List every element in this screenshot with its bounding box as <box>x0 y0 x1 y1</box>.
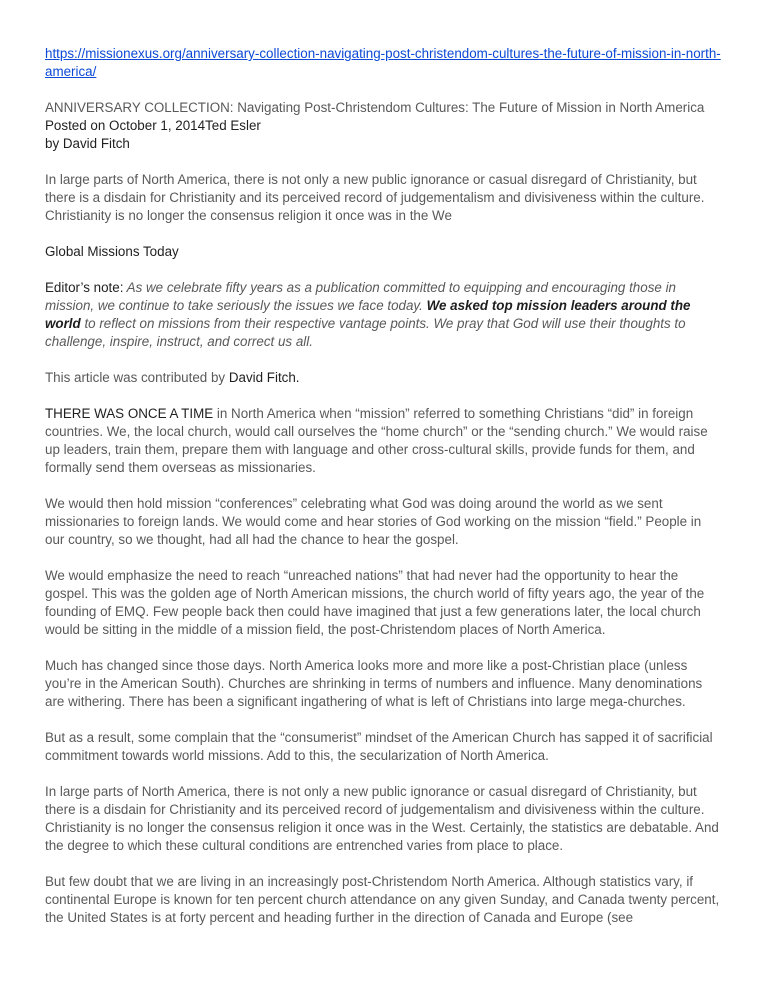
editor-note-paragraph <box>45 279 724 351</box>
body-paragraph-7: But few doubt that we are living in an increasingly post-Christendom North America. Although statistics vary, if continental Europe is known for ten percent church attendance on any given Sunday, and Canada twenty percent, the United States is at forty percent and heading further in the direction of Canada and Europe (see <box>45 874 720 925</box>
contributor-prefix: This article was contributed by <box>45 370 229 385</box>
body-paragraph-1 <box>45 405 724 477</box>
editor-note-text-2: to reflect on missions from their respective vantage points. We pray that God will use their thoughts to challenge, inspire, instruct, and correct us all. <box>45 316 686 349</box>
lead-in: THERE WAS ONCE A TIME <box>45 406 214 421</box>
body-paragraph-3: We would emphasize the need to reach “unreached nations” that had never had the opportunity to hear the gospel. This was the golden age of North American missions, the church world of fifty years ago, the year of the founding of EMQ. Few people back then could have imagined that just a few generations later, the local church would be sitting in the middle of a mission field, the post-Christendom places of North America. <box>45 568 705 637</box>
contributor-name: David Fitch. <box>228 370 300 385</box>
source-url-link[interactable]: https://missionexus.org/anniversary-collection-navigating-post-christendom-cultures-the-future-of-mission-in-north-america/ <box>45 46 721 79</box>
body-paragraph-1-text: in North America when “mission” referred to something Christians “did” in foreign countries. We, the local church, would call ourselves the “home church” or the “sending church.” We would raise up leaders, train them, prepare them with language and other cross-cultural skills, provide funds for them, and formally send them overseas as missionaries. <box>45 406 708 475</box>
editor-note-label: Editor’s note: <box>45 280 124 295</box>
excerpt-paragraph: In large parts of North America, there is not only a new public ignorance or casual disregard of Christianity, but there is a disdain for Christianity and its perceived record of judgementalism and divisiveness within the culture. Christianity is no longer the consensus religion it once was in the We <box>45 172 705 223</box>
editor-note-text-1: As we celebrate fifty years as a publication committed to equipping and encouraging those in mission, we continue to take seriously the issues we face today. <box>45 280 676 313</box>
body-paragraph-6: In large parts of North America, there is not only a new public ignorance or casual disregard of Christianity, but there is a disdain for Christianity and its perceived record of judgementalism and divisiveness within the culture. Christianity is no longer the consensus religion it once was in the West. Certainly, the statistics are debatable. And the degree to which these cultural conditions are entrenched varies from place to place. <box>45 784 719 853</box>
posted-line: Posted on October 1, 2014Ted Esler <box>45 118 261 133</box>
byline: by David Fitch <box>45 136 130 151</box>
body-paragraph-2: We would then hold mission “conferences” celebrating what God was doing around the world as we sent missionaries to foreign lands. We would come and hear stories of God working on the mission “field.” People in our country, so we thought, had all had the chance to hear the gospel. <box>45 496 702 547</box>
article-title: ANNIVERSARY COLLECTION: Navigating Post-Christendom Cultures: The Future of Mission in North America <box>45 100 705 115</box>
editor-note-bold: We asked top mission leaders around the world <box>45 298 691 331</box>
body-paragraph-4: Much has changed since those days. North America looks more and more like a post-Christian place (unless you’re in the American South). Churches are shrinking in terms of numbers and influence. Many denominations are withering. There has been a significant ingathering of what is left of Christians into large mega-churches. <box>45 658 703 709</box>
contributor-paragraph <box>45 369 724 387</box>
body-paragraph-5: But as a result, some complain that the “consumerist” mindset of the American Church has sapped it of sacrificial commitment towards world missions. Add to this, the secularization of North America. <box>45 730 713 763</box>
section-heading: Global Missions Today <box>45 244 179 259</box>
